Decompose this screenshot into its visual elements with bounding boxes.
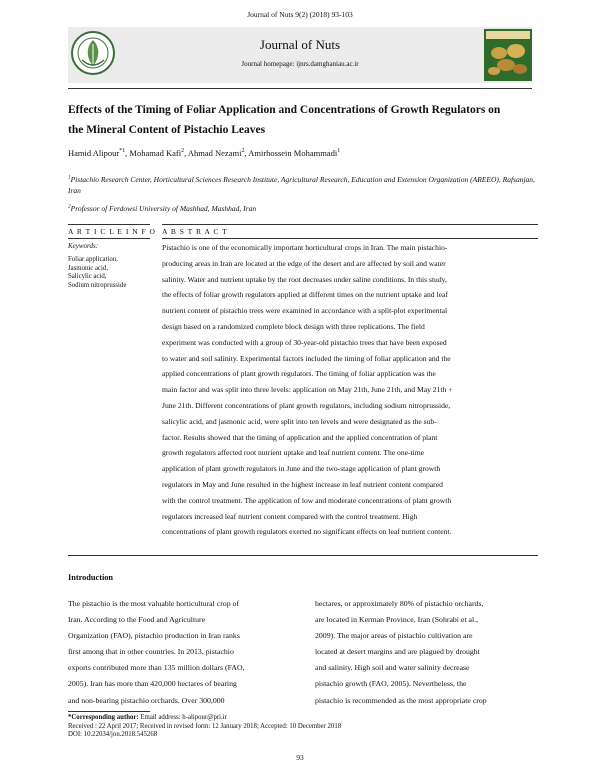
doi: DOI: 10.22034/jon.2018.545268: [68, 731, 158, 738]
abstract-line: nutrient content of pistachio trees were examined in accordance with a split-plot experimental: [162, 306, 448, 316]
title-line: the Mineral Content of Pistachio Leaves: [68, 124, 266, 136]
intro-line: located at desert margins and are plagued by drought: [315, 647, 480, 657]
intro-line: Organization (FAO), pistachio production in Iran ranks: [68, 631, 240, 641]
intro-left-column: [68, 596, 293, 709]
abstract-line: concentrations of plant growth regulators exerted no significant effects on leaf nutrient content.: [162, 527, 452, 537]
intro-line: and non-bearing pistachio orchards. Over 300,000: [68, 695, 225, 705]
abstract-line: main factor and was split into three levels: application on May 21th, June 21th, and May 21th +: [162, 385, 453, 395]
abstract-line: regulators in May and June resulted in the highest increase in leaf nutrient content compared: [162, 479, 443, 489]
author: Ahmad Nezami$^2$: [187, 148, 245, 158]
keyword: Salicylic acid,: [68, 273, 107, 280]
received-dates: Received : 22 April 2017; Received in revised form: 12 January 2018; Accepted: 10 December 2018: [68, 722, 342, 730]
author-list: Hamid Alipour$^{*1}$, Mohamad Kafi$^2$, Ahmad Nezami$^2$, Amirhossein Mohammadi$^1$: [68, 148, 341, 158]
journal-banner: [68, 27, 532, 83]
abstract-line: factor. Results showed that the timing of application and the applied concentration of plant: [162, 432, 438, 442]
journal-homepage: Journal homepage: ijnrs.damghaniau.ac.ir: [241, 60, 359, 68]
divider: [162, 238, 538, 239]
keyword: Sodium nitroprusside: [68, 281, 127, 289]
intro-line: 2009). The major areas of pistachio cultivation are: [315, 631, 473, 641]
divider: [162, 224, 538, 225]
intro-line: pistachio growth (FAO, 2005). Nevertheless, the: [315, 679, 467, 689]
footnote-rule: [68, 711, 150, 712]
abstract-line: with the control treatment. The application of low and moderate concentrations of plant growth: [162, 495, 452, 505]
intro-line: and salinity. High soil and water salinity decrease: [315, 663, 470, 673]
banner-rule: [68, 88, 532, 89]
abstract-line: June 21th. Different concentrations of plant growth regulators, including sodium nitroprusside,: [162, 400, 451, 410]
abstract-text: [162, 240, 538, 540]
keyword: Foliar application,: [68, 256, 118, 263]
abstract-line: design based on a randomized complete block design with three replications. The field: [162, 321, 425, 331]
divider: [68, 238, 150, 239]
article-title: [68, 100, 538, 140]
abstract-line: Pistachio is one of the economically important horticultural crops in Iran. The main pistachio-: [162, 243, 448, 252]
intro-line: The pistachio is the most valuable horticultural crop of: [68, 599, 240, 608]
abstract-line: the effects of foliar growth regulators applied at different times on the nutrient uptake and leaf: [162, 290, 448, 300]
abstract-line: producing areas in Iran are located at the edge of the desert and are affected by soil and water: [162, 258, 446, 268]
intro-line: pistachio is recommended as the most appropriate crop: [315, 695, 487, 705]
article-info-heading: A R T I C L E I N F O: [68, 227, 156, 236]
author: Hamid Alipour$^{*1}$: [68, 148, 126, 158]
affiliation: $^2$Professor of Ferdowsi University of Mashhad, Mashhad, Iran: [68, 203, 257, 213]
abstract-line: to water and soil salinity. Experimental factors included the timing of foliar application and the: [162, 353, 451, 363]
affiliation: $^1$Pistachio Research Center, Horticultural Sciences Research Institute, Agricultural Research, Education and Extension Organization (AREEO), Rafsanjan, Iran: [68, 174, 535, 195]
intro-right-column: [315, 596, 540, 709]
footnotes: [68, 714, 341, 740]
abstract-line: regulators increased leaf nutrient content compared with the control treatment. High: [162, 511, 418, 521]
intro-line: first among that in other countries. In 2013, pistachio: [68, 647, 234, 657]
keyword-list: [68, 256, 126, 290]
page-number: 93: [296, 753, 304, 762]
journal-title: Journal of Nuts: [259, 37, 341, 52]
intro-line: 2005). Iran has more than 420,000 hectares of bearing: [68, 679, 237, 689]
abstract-heading: A B S T R A C T: [162, 227, 228, 236]
abstract-line: applied concentrations of plant growth regulators. The timing of foliar application was the: [162, 369, 436, 379]
abstract-line: application of plant growth regulators in June and the two-stage application of plant growth: [162, 464, 441, 474]
abstract-line: growth regulators affected root nutrient uptake and leaf nutrient content. The one-time: [162, 448, 425, 458]
divider: [68, 224, 150, 225]
introduction-heading: Introduction: [68, 573, 114, 582]
title-line: Effects of the Timing of Foliar Application and Concentrations of Growth Regulators on: [68, 104, 501, 116]
intro-line: are located in Kerman Province, Iran (Sohrabi et al.,: [315, 615, 479, 625]
divider: [68, 555, 538, 556]
keywords-label: Keywords:: [68, 242, 99, 250]
abstract-line: salinity. Water and nutrient uptake by the root decreases under saline conditions. In this study,: [162, 274, 447, 284]
intro-line: Iran. According to the Food and Agriculture: [68, 615, 206, 625]
intro-line: exports contributed more than 135 million dollars (FAO,: [68, 663, 245, 673]
author: Amirhossein Mohammadi$^1$: [248, 148, 341, 158]
running-header: Journal of Nuts 9(2) (2018) 93-103: [247, 10, 353, 19]
intro-line: hectares, or approximately 80% of pistachio orchards,: [315, 599, 484, 608]
journal-cover-image: [484, 29, 532, 81]
corresponding-author: *Corresponding author: Email address: h-alipour@pri.ir: [68, 714, 227, 721]
university-seal-logo: [70, 30, 116, 76]
keyword: Jasmonic acid,: [68, 264, 109, 272]
abstract-line: salicylic acid, and jasmonic acid, were split into ten levels and were designated as the sub-: [162, 416, 437, 426]
author: Mohamad Kafi$^2$: [129, 148, 185, 158]
abstract-line: experiment was conducted with a group of 30-year-old pistachio trees that have been exposed: [162, 337, 447, 347]
